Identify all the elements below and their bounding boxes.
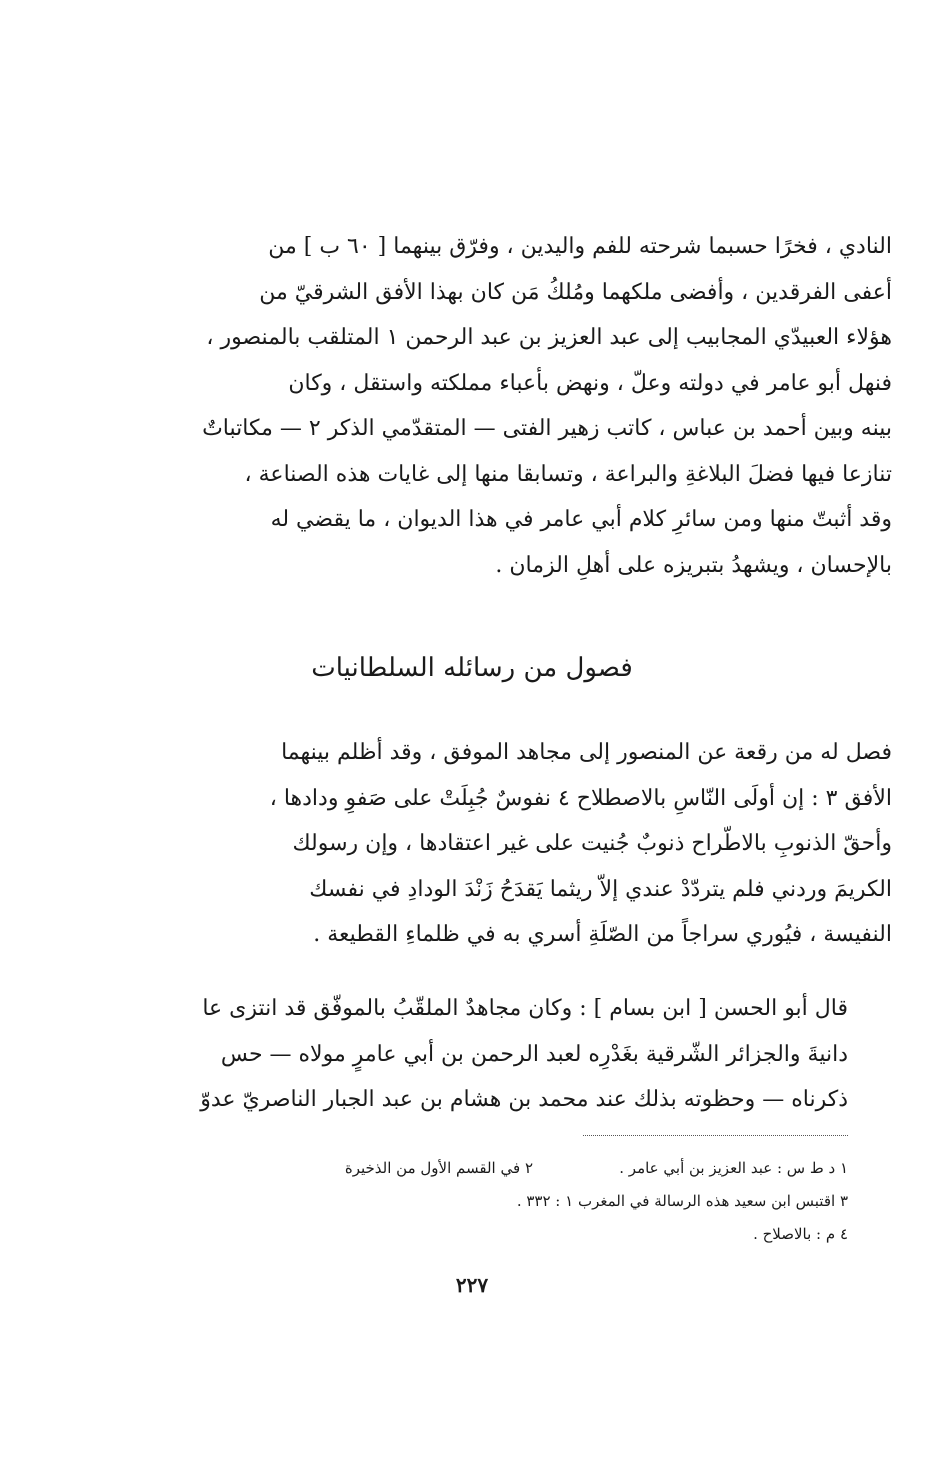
text-line: دانيةَ والجزائر الشّرقية بغَدْرِه لعبد الرحمن بن أبي عامرٍ مولاه — حس	[220, 1041, 848, 1067]
footnotes	[188, 1152, 848, 1251]
text-line: النفيسة ، فيُوري سراجاً من الصّلَةِ أسري به في ظلماءِ القطيعة .	[313, 922, 892, 947]
footnote-row	[188, 1152, 848, 1185]
footnote-1: ١ د ط س : عبد العزيز بن أبي عامر .	[619, 1159, 848, 1177]
text-line: قال أبو الحسن [ ابن بسام ] : وكان مجاهدٌ الملقّبُ بالموفّق قد انتزى عا	[202, 996, 848, 1021]
footnote-2: ٢ في القسم الأول من الذخيرة	[344, 1159, 533, 1177]
text-line: تنازعا فيها فضلَ البلاغةِ والبراعة ، وتسابقا منها إلى غايات هذه الصناعة ،	[244, 461, 892, 487]
section-heading: فصول من رسائله السلطانيات	[311, 653, 633, 683]
text-line: الكريمَ وردني فلم يتردّدْ عندي إلاّ ريثما يَقدَحُ زَنْدَ الودادِ في نفسك	[309, 876, 892, 902]
text-line: هؤلاء العبيدّي المجابيب إلى عبد العزيز بن عبد الرحمن ١ المتلقب بالمنصور ،	[206, 325, 892, 350]
text-line: النادي ، فخرًا حسبما شرحته للفم واليدين ، وفرّق بينهما [ ٦٠ ب ] من	[268, 234, 892, 259]
footnote-row	[188, 1185, 848, 1218]
footnote-divider	[583, 1135, 848, 1136]
text-line: فصل له من رقعة عن المنصور إلى مجاهد الموفق ، وقد أظلم بينهما	[281, 740, 892, 765]
text-line: أعفى الفرقدين ، وأفضى ملكهما ومُلكُ مَن كان بهذا الأفق الشرقيّ من	[259, 279, 892, 305]
quote-paragraph	[188, 986, 848, 1123]
footnote-4: ٤ م : بالاصلاح .	[753, 1225, 848, 1243]
text-line: وقد أثبتّ منها ومن سائرِ كلام أبي عامر في هذا الديوان ، ما يقضي له	[270, 507, 892, 532]
footnote-row	[188, 1218, 848, 1251]
intro-paragraph	[202, 224, 892, 588]
text-line: الأفق ٣ : إن أولَى النّاسِ بالاصطلاح ٤ نفوسٌ جُبِلَتْ على صَفوِ ودادها ،	[269, 785, 892, 811]
text-line: وأحقّ الذنوبِ بالاطّراح ذنوبٌ جُنيت على غير اعتقادها ، وإن رسولك	[292, 831, 892, 856]
text-line: ذكرناه — وحظوته بذلك عند محمد بن هشام بن عبد الجبار الناصريّ عدوّ	[200, 1087, 848, 1112]
text-line: فنهل أبو عامر في دولته وعلّ ، ونهض بأعباء مملكته واستقل ، وكان	[288, 370, 892, 396]
text-line: بالإحسان ، ويشهدُ بتبريزه على أهلِ الزمان .	[495, 552, 892, 578]
footnote-3: ٣ اقتبس ابن سعيد هذه الرسالة في المغرب ١ : ٣٣٢ .	[516, 1192, 848, 1210]
text-line: بينه وبين أحمد بن عباس ، كاتب زهير الفتى — المتقدّمي الذكر ٢ — مكاتباتٌ	[202, 416, 892, 441]
letter-paragraph	[222, 730, 892, 958]
page-number: ٢٢٧	[455, 1273, 489, 1297]
